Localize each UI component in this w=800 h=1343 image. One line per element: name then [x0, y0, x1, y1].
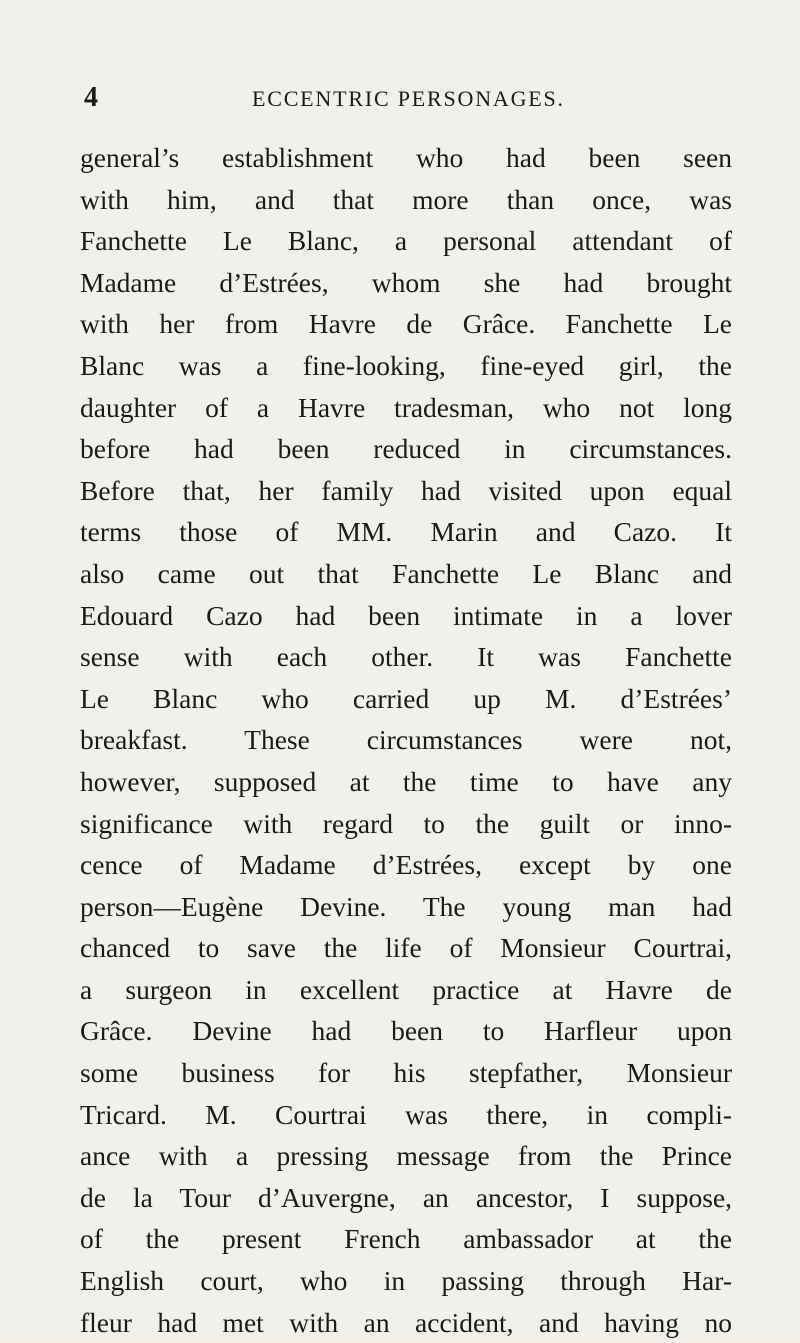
text-line: some business for his stepfather, Monsieur	[80, 1057, 732, 1089]
running-head-title: ECCENTRIC PERSONAGES.	[252, 86, 565, 111]
text-line: Fanchette Le Blanc, a personal attendant of	[80, 225, 732, 257]
text-line: with her from Havre de Grâce. Fanchette Le	[80, 308, 732, 340]
body-text	[80, 137, 732, 1343]
text-line: Blanc was a fine-looking, fine-eyed girl, the	[80, 349, 732, 381]
text-line: a surgeon in excellent practice at Havre de	[80, 973, 732, 1005]
text-line: before had been reduced in circumstances.	[80, 433, 732, 465]
text-line: English court, who in passing through Har-	[80, 1265, 732, 1297]
running-head	[78, 82, 730, 122]
text-line: de la Tour d’Auvergne, an ancestor, I suppose,	[80, 1181, 732, 1213]
text-line: sense with each other. It was Fanchette	[80, 641, 732, 673]
text-line: significance with regard to the guilt or inno-	[80, 807, 732, 839]
text-line: breakfast. These circumstances were not,	[80, 724, 732, 756]
text-line: Grâce. Devine had been to Harfleur upon	[80, 1015, 732, 1047]
text-line: person—Eugène Devine. The young man had	[80, 890, 732, 922]
text-line: of the present French ambassador at the	[80, 1223, 732, 1255]
text-line: daughter of a Havre tradesman, who not long	[80, 391, 732, 423]
text-line: chanced to save the life of Monsieur Courtrai,	[80, 932, 732, 964]
text-line: however, supposed at the time to have any	[80, 765, 732, 797]
text-line: ance with a pressing message from the Prince	[80, 1140, 732, 1172]
text-line: general’s establishment who had been seen	[80, 142, 732, 173]
page-number: 4	[84, 82, 98, 113]
text-line: fleur had met with an accident, and having no	[80, 1306, 732, 1338]
text-line: Edouard Cazo had been intimate in a lover	[80, 599, 732, 631]
text-line: also came out that Fanchette Le Blanc and	[80, 557, 732, 589]
text-line: Before that, her family had visited upon equal	[80, 474, 732, 506]
text-line: Madame d’Estrées, whom she had brought	[80, 266, 732, 298]
text-line: Tricard. M. Courtrai was there, in compli-	[80, 1098, 732, 1130]
text-line: with him, and that more than once, was	[80, 183, 732, 215]
text-line: Le Blanc who carried up M. d’Estrées’	[80, 682, 732, 714]
text-line: cence of Madame d’Estrées, except by one	[80, 849, 732, 881]
text-line: terms those of MM. Marin and Cazo. It	[80, 516, 732, 548]
